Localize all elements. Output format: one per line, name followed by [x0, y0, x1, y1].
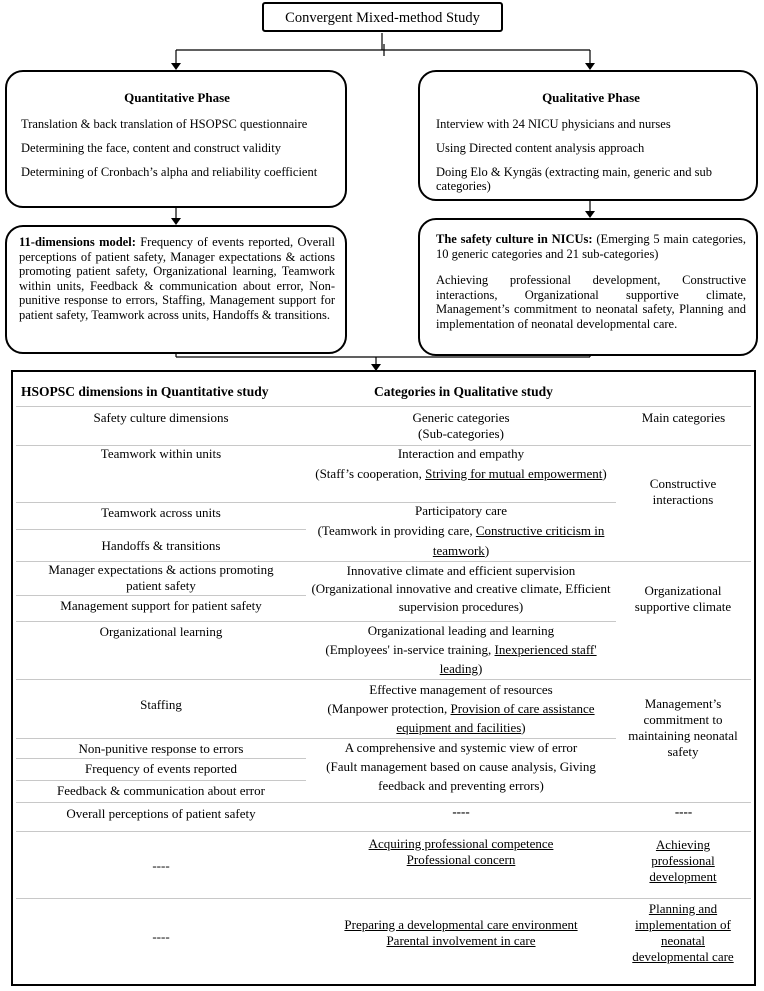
generic-error [306, 740, 616, 795]
generic-overall: ---- [452, 804, 470, 819]
dim-feedback: Feedback & communication about error [57, 783, 265, 798]
main-constructive: Constructive interactions [649, 476, 717, 507]
row-divider [16, 758, 306, 759]
generic-resources [306, 682, 616, 737]
subcategory: (Teamwork in providing care, [317, 523, 476, 538]
dimensions-model-box [5, 225, 347, 354]
generic-title: A comprehensive and systemic view of error [344, 740, 578, 755]
generic-title: Innovative climate and efficient supervision [346, 563, 576, 578]
main-planning: Planning and implementation of neonatal developmental care [632, 901, 734, 964]
subcategory-underlined: Striving for mutual empowerment [425, 466, 603, 481]
dim-staffing: Staffing [140, 697, 182, 712]
generic-title: Organizational leading and learning [367, 623, 555, 638]
quantitative-phase-box [5, 70, 347, 208]
generic-professional [306, 836, 616, 868]
safety-culture-box [418, 218, 758, 356]
dim-non-punitive: Non-punitive response to errors [78, 741, 244, 756]
subcategory: (Manpower protection, [327, 701, 451, 716]
qualitative-item: Interview with 24 NICU physicians and nurses [436, 117, 671, 131]
generic-subcategories [306, 699, 616, 737]
row-divider [16, 621, 616, 622]
model-text: Frequency of events reported, Overall perceptions of patient safety, Manager expectations & actions promoting patient safety, Organizational learning, Teamwork within units, Feedback & communication about error, Non-punitive response to errors, Staffing, Management support for patient safety, Teamwork across units, Handoffs & transitions. [19, 235, 336, 322]
generic-subheader-sub: (Sub-categories) [418, 426, 504, 441]
qualitative-item: Doing Elo & Kyngäs (extracting main, generic and sub categories) [436, 165, 712, 193]
subcategory: (Employees' in-service training, [325, 642, 495, 657]
row-divider [16, 679, 751, 680]
subcategory-close: ) [484, 543, 490, 558]
study-title: Convergent Mixed-method Study [285, 10, 480, 26]
generic-subcategories: (Fault management based on cause analysis, Giving feedback and preventing errors) [326, 759, 596, 793]
main-management-commitment: Management’s commitment to maintaining neonatal safety [628, 696, 738, 759]
dim-none: ---- [152, 858, 170, 873]
culture-text: (Emerging 5 main categories, 10 generic categories and 21 sub-categories) [436, 232, 747, 261]
generic-subcategories [306, 640, 616, 678]
subcategory-underlined: Parental involvement in care [386, 933, 536, 948]
dim-teamwork-across: Teamwork across units [101, 505, 221, 520]
table-header-right: Categories in Qualitative study [374, 384, 553, 399]
quantitative-item: Determining of Cronbach’s alpha and reliability coefficient [21, 165, 318, 179]
generic-subheader [306, 410, 616, 442]
generic-subcategories [306, 464, 616, 484]
generic-subheader-label: Generic categories [412, 410, 510, 425]
generic-leading [306, 623, 616, 678]
subcategory-underlined: Professional concern [406, 852, 516, 867]
generic-developmental [306, 917, 616, 949]
subcategory-underlined: Preparing a developmental care environment [344, 917, 578, 932]
row-divider [16, 529, 306, 530]
dim-management-support: Management support for patient safety [60, 598, 262, 613]
subcategory-underlined: Provision of care assistance equipment and facilities [396, 701, 595, 735]
subcategory-close: ) [602, 466, 607, 481]
dim-handoffs: Handoffs & transitions [101, 538, 221, 553]
row-divider [16, 738, 616, 739]
generic-title: Effective management of resources [369, 682, 553, 697]
quantitative-item: Determining the face, content and construct validity [21, 141, 281, 155]
subcategory-close: ) [477, 661, 483, 676]
generic-subcategories: (Organizational innovative and creative climate, Efficient supervision procedures) [311, 581, 611, 614]
generic-innovative [306, 563, 616, 616]
culture-list: Achieving professional development, Constructive interactions, Organizational supportive climate, Management’s commitment to neonatal safety, Planning and implementation of neonatal developmental care. [436, 273, 746, 331]
quantitative-phase-title: Quantitative Phase [124, 90, 230, 105]
subcategory-underlined: Constructive criticism in teamwork [432, 523, 605, 558]
row-divider [16, 595, 306, 596]
generic-participatory [306, 503, 616, 561]
row-divider [16, 898, 751, 899]
dim-teamwork-within: Teamwork within units [100, 446, 222, 461]
dimensions-subheader: Safety culture dimensions [93, 410, 229, 425]
row-divider [16, 780, 306, 781]
row-divider [16, 802, 751, 803]
subcategory-underlined: Inexperienced staff' leading [439, 642, 597, 676]
dim-frequency: Frequency of events reported [85, 761, 237, 776]
main-org-supportive: Organizational supportive climate [634, 583, 732, 614]
main-overall: ---- [674, 804, 693, 819]
subcategory-close: ) [521, 720, 526, 735]
qualitative-phase-title: Qualitative Phase [542, 90, 640, 105]
row-divider [16, 502, 306, 503]
row-divider [16, 831, 751, 832]
model-label: 11-dimensions model: [19, 235, 136, 249]
subcategory: (Staff’s cooperation, [315, 466, 426, 481]
subcategory-underlined: Acquiring professional competence [368, 836, 554, 851]
row-divider [16, 406, 751, 407]
dim-org-learning: Organizational learning [99, 624, 223, 639]
generic-title: Participatory care [414, 503, 508, 518]
dim-manager-expectations: Manager expectations & actions promoting patient safety [48, 562, 274, 593]
qualitative-item: Using Directed content analysis approach [436, 141, 645, 155]
culture-label: The safety culture in NICUs: [436, 232, 593, 246]
qualitative-phase-box [418, 70, 758, 201]
table-header-left: HSOPSC dimensions in Quantitative study [21, 384, 269, 399]
dim-none: ---- [152, 929, 170, 944]
main-achieving: Achieving professional development [649, 837, 717, 884]
dim-overall: Overall perceptions of patient safety [66, 806, 256, 821]
generic-title: Interaction and empathy [397, 446, 525, 461]
generic-interaction [306, 446, 616, 484]
study-title-box [262, 2, 503, 32]
mapping-table [11, 370, 756, 986]
main-subheader: Main categories [641, 410, 726, 425]
quantitative-item: Translation & back translation of HSOPSC questionnaire [21, 117, 308, 131]
generic-subcategories [306, 521, 616, 561]
